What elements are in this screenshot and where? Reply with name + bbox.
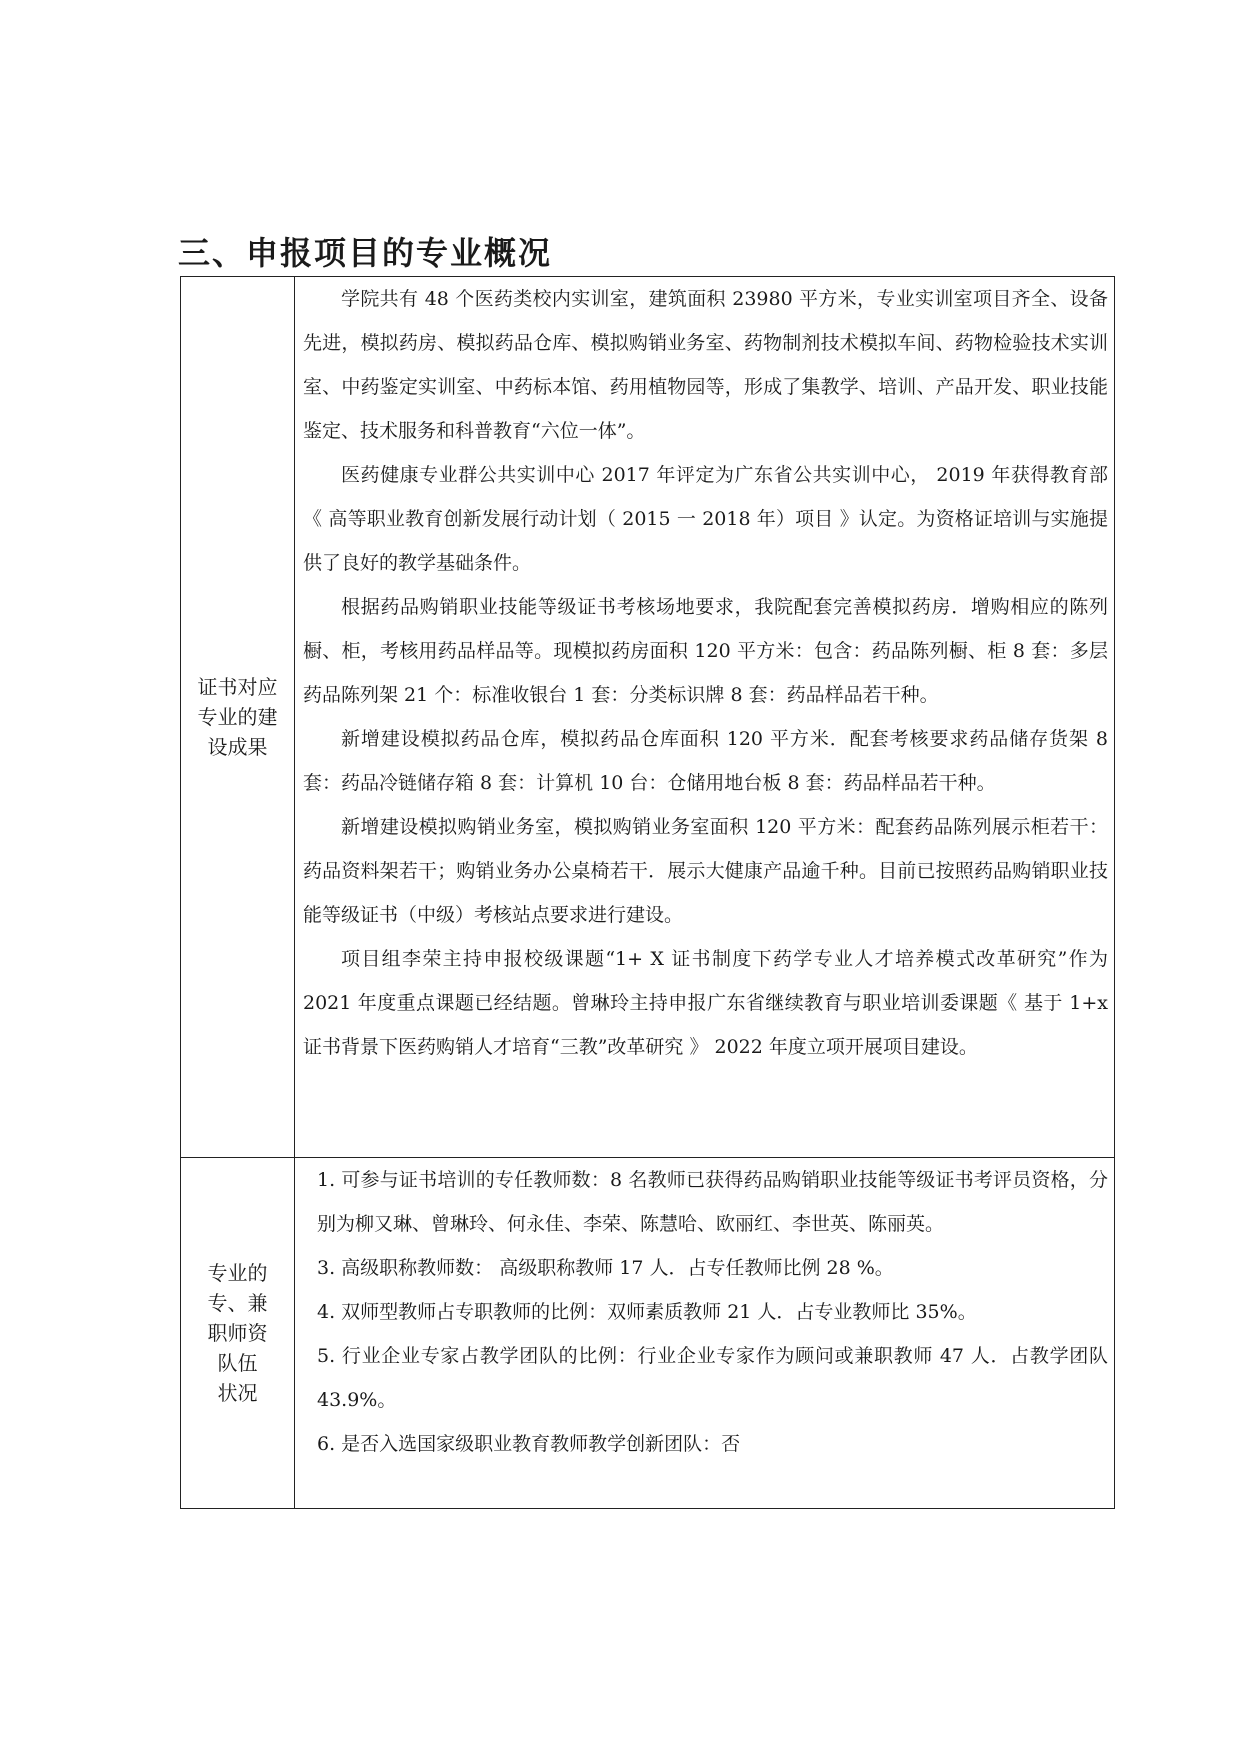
paragraph: 医药健康专业群公共实训中心 2017 年评定为广东省公共实训中心， 2019 年获得教育部 《 高等职业教育创新发展行动计划（ 2015 一 2018 年）项目 》认定。为资格证培训与实施提供了良好的教学基础条件。 xyxy=(303,464,1108,574)
paragraph: 根据药品购销职业技能等级证书考核场地要求，我院配套完善模拟药房．增购相应的陈列橱、柜，考核用药品样品等。现模拟药房面积 120 平方米：包含：药品陈列橱、柜 8 套：多层药品陈列架 21 个：标准收银台 1 套：分类标识牌 8 套：药品样品若干种。 xyxy=(303,596,1108,706)
table-row-faculty xyxy=(181,1158,1115,1509)
label-line: 设成果 xyxy=(207,735,268,759)
list-item: 5. 行业企业专家占教学团队的比例：行业企业专家作为顾问或兼职教师 47 人．占教学团队 43.9%。 xyxy=(317,1345,1108,1411)
paragraph: 新增建设模拟药品仓库，模拟药品仓库面积 120 平方米．配套考核要求药品储存货架 8 套：药品冷链储存箱 8 套：计算机 10 台：仓储用地台板 8 套：药品样品若干种。 xyxy=(303,728,1108,794)
list-item: 3. 高级职称教师数： 高级职称教师 17 人．占专任教师比例 28 %。 xyxy=(317,1257,894,1279)
label-line: 职师资 xyxy=(207,1321,268,1345)
paragraph: 新增建设模拟购销业务室，模拟购销业务室面积 120 平方米：配套药品陈列展示柜若干：药品资料架若干；购销业务办公桌椅若干．展示大健康产品逾千种。目前已按照药品购销职业技能等级证书（中级）考核站点要求进行建设。 xyxy=(303,816,1108,926)
paragraph: 学院共有 48 个医药类校内实训室，建筑面积 23980 平方米，专业实训室项目齐全、设备先进，模拟药房、模拟药品仓库、模拟购销业务室、药物制剂技术模拟车间、药物检验技术实训室、中药鉴定实训室、中药标本馆、药用植物园等，形成了集教学、培训、产品开发、职业技能鉴定、技术服务和科普教育“六位一体”。 xyxy=(303,288,1108,442)
list-item: 1. 可参与证书培训的专任教师数：8 名教师已获得药品购销职业技能等级证书考评员资格，分别为柳又琳、曾琳玲、何永佳、李荣、陈慧哈、欧丽红、李世英、陈丽英。 xyxy=(317,1169,1108,1235)
section-title: 三、申报项目的专业概况 xyxy=(178,234,553,272)
row-label-faculty xyxy=(181,1158,295,1509)
table-row-construction xyxy=(181,277,1115,1158)
overview-table xyxy=(180,276,1115,1509)
paragraph: 项目组李荣主持申报校级课题“1+ X 证书制度下药学专业人才培养模式改革研究”作为 2021 年度重点课题已经结题。曾琳玲主持申报广东省继续教育与职业培训委课题《 基于 1+x 证书背景下医药购销人才培育“三教”改革研究 》 2022 年度立项开展项目建设。 xyxy=(303,948,1108,1058)
label-line: 专业的建 xyxy=(197,705,278,729)
label-line: 专、兼 xyxy=(207,1291,268,1315)
row-content-faculty xyxy=(295,1158,1115,1509)
label-line: 队伍 xyxy=(217,1351,258,1375)
label-line: 状况 xyxy=(217,1381,258,1405)
label-line: 证书对应 xyxy=(197,675,278,699)
row-content-construction xyxy=(295,277,1115,1158)
list-item: 6. 是否入选国家级职业教育教师教学创新团队：否 xyxy=(317,1433,741,1455)
row-label-construction xyxy=(181,277,295,1158)
label-line: 专业的 xyxy=(207,1261,268,1285)
list-item: 4. 双师型教师占专职教师的比例：双师素质教师 21 人．占专业教师比 35%。 xyxy=(317,1301,977,1323)
